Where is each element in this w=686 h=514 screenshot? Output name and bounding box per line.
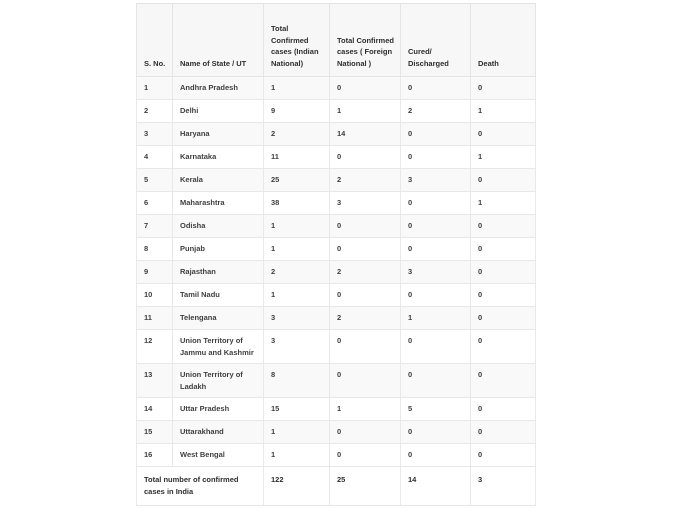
cell-sno: 13 [137, 364, 173, 398]
cell-indian: 2 [264, 123, 330, 146]
total-foreign: 25 [330, 467, 401, 506]
cell-death: 0 [471, 215, 536, 238]
cell-state: Delhi [173, 100, 264, 123]
table-row [137, 364, 536, 398]
cell-sno: 9 [137, 261, 173, 284]
cell-death: 0 [471, 421, 536, 444]
cell-indian: 8 [264, 364, 330, 398]
total-label: Total number of confirmed cases in India [137, 467, 264, 506]
cell-state: Haryana [173, 123, 264, 146]
cell-cured: 5 [401, 398, 471, 421]
table-header-row [137, 4, 536, 77]
cell-death: 0 [471, 261, 536, 284]
cell-sno: 1 [137, 77, 173, 100]
cell-state: Rajasthan [173, 261, 264, 284]
cell-indian: 9 [264, 100, 330, 123]
table-container [136, 3, 535, 506]
cell-cured: 3 [401, 261, 471, 284]
cell-sno: 2 [137, 100, 173, 123]
total-cured: 14 [401, 467, 471, 506]
cell-foreign: 0 [330, 77, 401, 100]
cell-death: 0 [471, 284, 536, 307]
cell-sno: 14 [137, 398, 173, 421]
cell-foreign: 14 [330, 123, 401, 146]
covid-status-table [136, 3, 536, 506]
column-header-sno: S. No. [137, 4, 173, 77]
cell-state: West Bengal [173, 444, 264, 467]
table-row [137, 192, 536, 215]
cell-sno: 3 [137, 123, 173, 146]
cell-death: 0 [471, 364, 536, 398]
cell-cured: 0 [401, 238, 471, 261]
cell-sno: 12 [137, 330, 173, 364]
cell-cured: 0 [401, 330, 471, 364]
table-total-row [137, 467, 536, 506]
cell-indian: 11 [264, 146, 330, 169]
cell-foreign: 2 [330, 307, 401, 330]
cell-cured: 2 [401, 100, 471, 123]
cell-cured: 3 [401, 169, 471, 192]
cell-indian: 1 [264, 238, 330, 261]
cell-cured: 0 [401, 146, 471, 169]
cell-cured: 0 [401, 123, 471, 146]
table-row [137, 330, 536, 364]
column-header-death: Death [471, 4, 536, 77]
cell-death: 0 [471, 77, 536, 100]
cell-sno: 5 [137, 169, 173, 192]
cell-sno: 11 [137, 307, 173, 330]
cell-indian: 1 [264, 444, 330, 467]
cell-state: Punjab [173, 238, 264, 261]
cell-death: 0 [471, 123, 536, 146]
cell-foreign: 0 [330, 146, 401, 169]
cell-cured: 0 [401, 444, 471, 467]
total-indian: 122 [264, 467, 330, 506]
cell-foreign: 0 [330, 421, 401, 444]
cell-state: Uttar Pradesh [173, 398, 264, 421]
cell-indian: 1 [264, 77, 330, 100]
cell-cured: 0 [401, 364, 471, 398]
cell-death: 0 [471, 398, 536, 421]
cell-cured: 0 [401, 284, 471, 307]
cell-state: Union Territory of Ladakh [173, 364, 264, 398]
cell-indian: 25 [264, 169, 330, 192]
cell-foreign: 0 [330, 215, 401, 238]
cell-cured: 0 [401, 215, 471, 238]
cell-sno: 6 [137, 192, 173, 215]
cell-sno: 8 [137, 238, 173, 261]
cell-death: 0 [471, 307, 536, 330]
cell-cured: 0 [401, 421, 471, 444]
cell-state: Tamil Nadu [173, 284, 264, 307]
cell-cured: 0 [401, 192, 471, 215]
cell-death: 1 [471, 100, 536, 123]
cell-state: Maharashtra [173, 192, 264, 215]
table-row [137, 398, 536, 421]
table-body [137, 77, 536, 506]
cell-state: Karnataka [173, 146, 264, 169]
table-row [137, 100, 536, 123]
cell-foreign: 1 [330, 398, 401, 421]
cell-sno: 10 [137, 284, 173, 307]
table-row [137, 146, 536, 169]
cell-death: 1 [471, 146, 536, 169]
total-death: 3 [471, 467, 536, 506]
column-header-foreign: Total Confirmed cases ( Foreign National ) [330, 4, 401, 77]
cell-death: 0 [471, 330, 536, 364]
table-row [137, 261, 536, 284]
cell-state: Telengana [173, 307, 264, 330]
cell-foreign: 1 [330, 100, 401, 123]
cell-sno: 7 [137, 215, 173, 238]
table-row [137, 169, 536, 192]
table-row [137, 238, 536, 261]
cell-state: Odisha [173, 215, 264, 238]
cell-foreign: 2 [330, 169, 401, 192]
column-header-cured: Cured/ Discharged [401, 4, 471, 77]
cell-indian: 1 [264, 421, 330, 444]
cell-state: Kerala [173, 169, 264, 192]
cell-cured: 1 [401, 307, 471, 330]
cell-foreign: 0 [330, 364, 401, 398]
table-row [137, 123, 536, 146]
cell-indian: 38 [264, 192, 330, 215]
cell-sno: 4 [137, 146, 173, 169]
table-row [137, 284, 536, 307]
cell-foreign: 0 [330, 330, 401, 364]
cell-foreign: 0 [330, 238, 401, 261]
table-row [137, 307, 536, 330]
table-row [137, 77, 536, 100]
cell-indian: 2 [264, 261, 330, 284]
column-header-indian: Total Confirmed cases (Indian National) [264, 4, 330, 77]
cell-sno: 15 [137, 421, 173, 444]
cell-indian: 1 [264, 215, 330, 238]
cell-foreign: 0 [330, 444, 401, 467]
cell-death: 0 [471, 238, 536, 261]
cell-foreign: 2 [330, 261, 401, 284]
cell-indian: 1 [264, 284, 330, 307]
cell-foreign: 3 [330, 192, 401, 215]
table-row [137, 444, 536, 467]
cell-indian: 3 [264, 330, 330, 364]
cell-state: Uttarakhand [173, 421, 264, 444]
cell-death: 0 [471, 169, 536, 192]
table-row [137, 215, 536, 238]
cell-sno: 16 [137, 444, 173, 467]
cell-indian: 3 [264, 307, 330, 330]
cell-cured: 0 [401, 77, 471, 100]
column-header-state: Name of State / UT [173, 4, 264, 77]
table-row [137, 421, 536, 444]
cell-indian: 15 [264, 398, 330, 421]
cell-foreign: 0 [330, 284, 401, 307]
cell-death: 0 [471, 444, 536, 467]
cell-death: 1 [471, 192, 536, 215]
cell-state: Andhra Pradesh [173, 77, 264, 100]
table-header [137, 4, 536, 77]
cell-state: Union Territory of Jammu and Kashmir [173, 330, 264, 364]
